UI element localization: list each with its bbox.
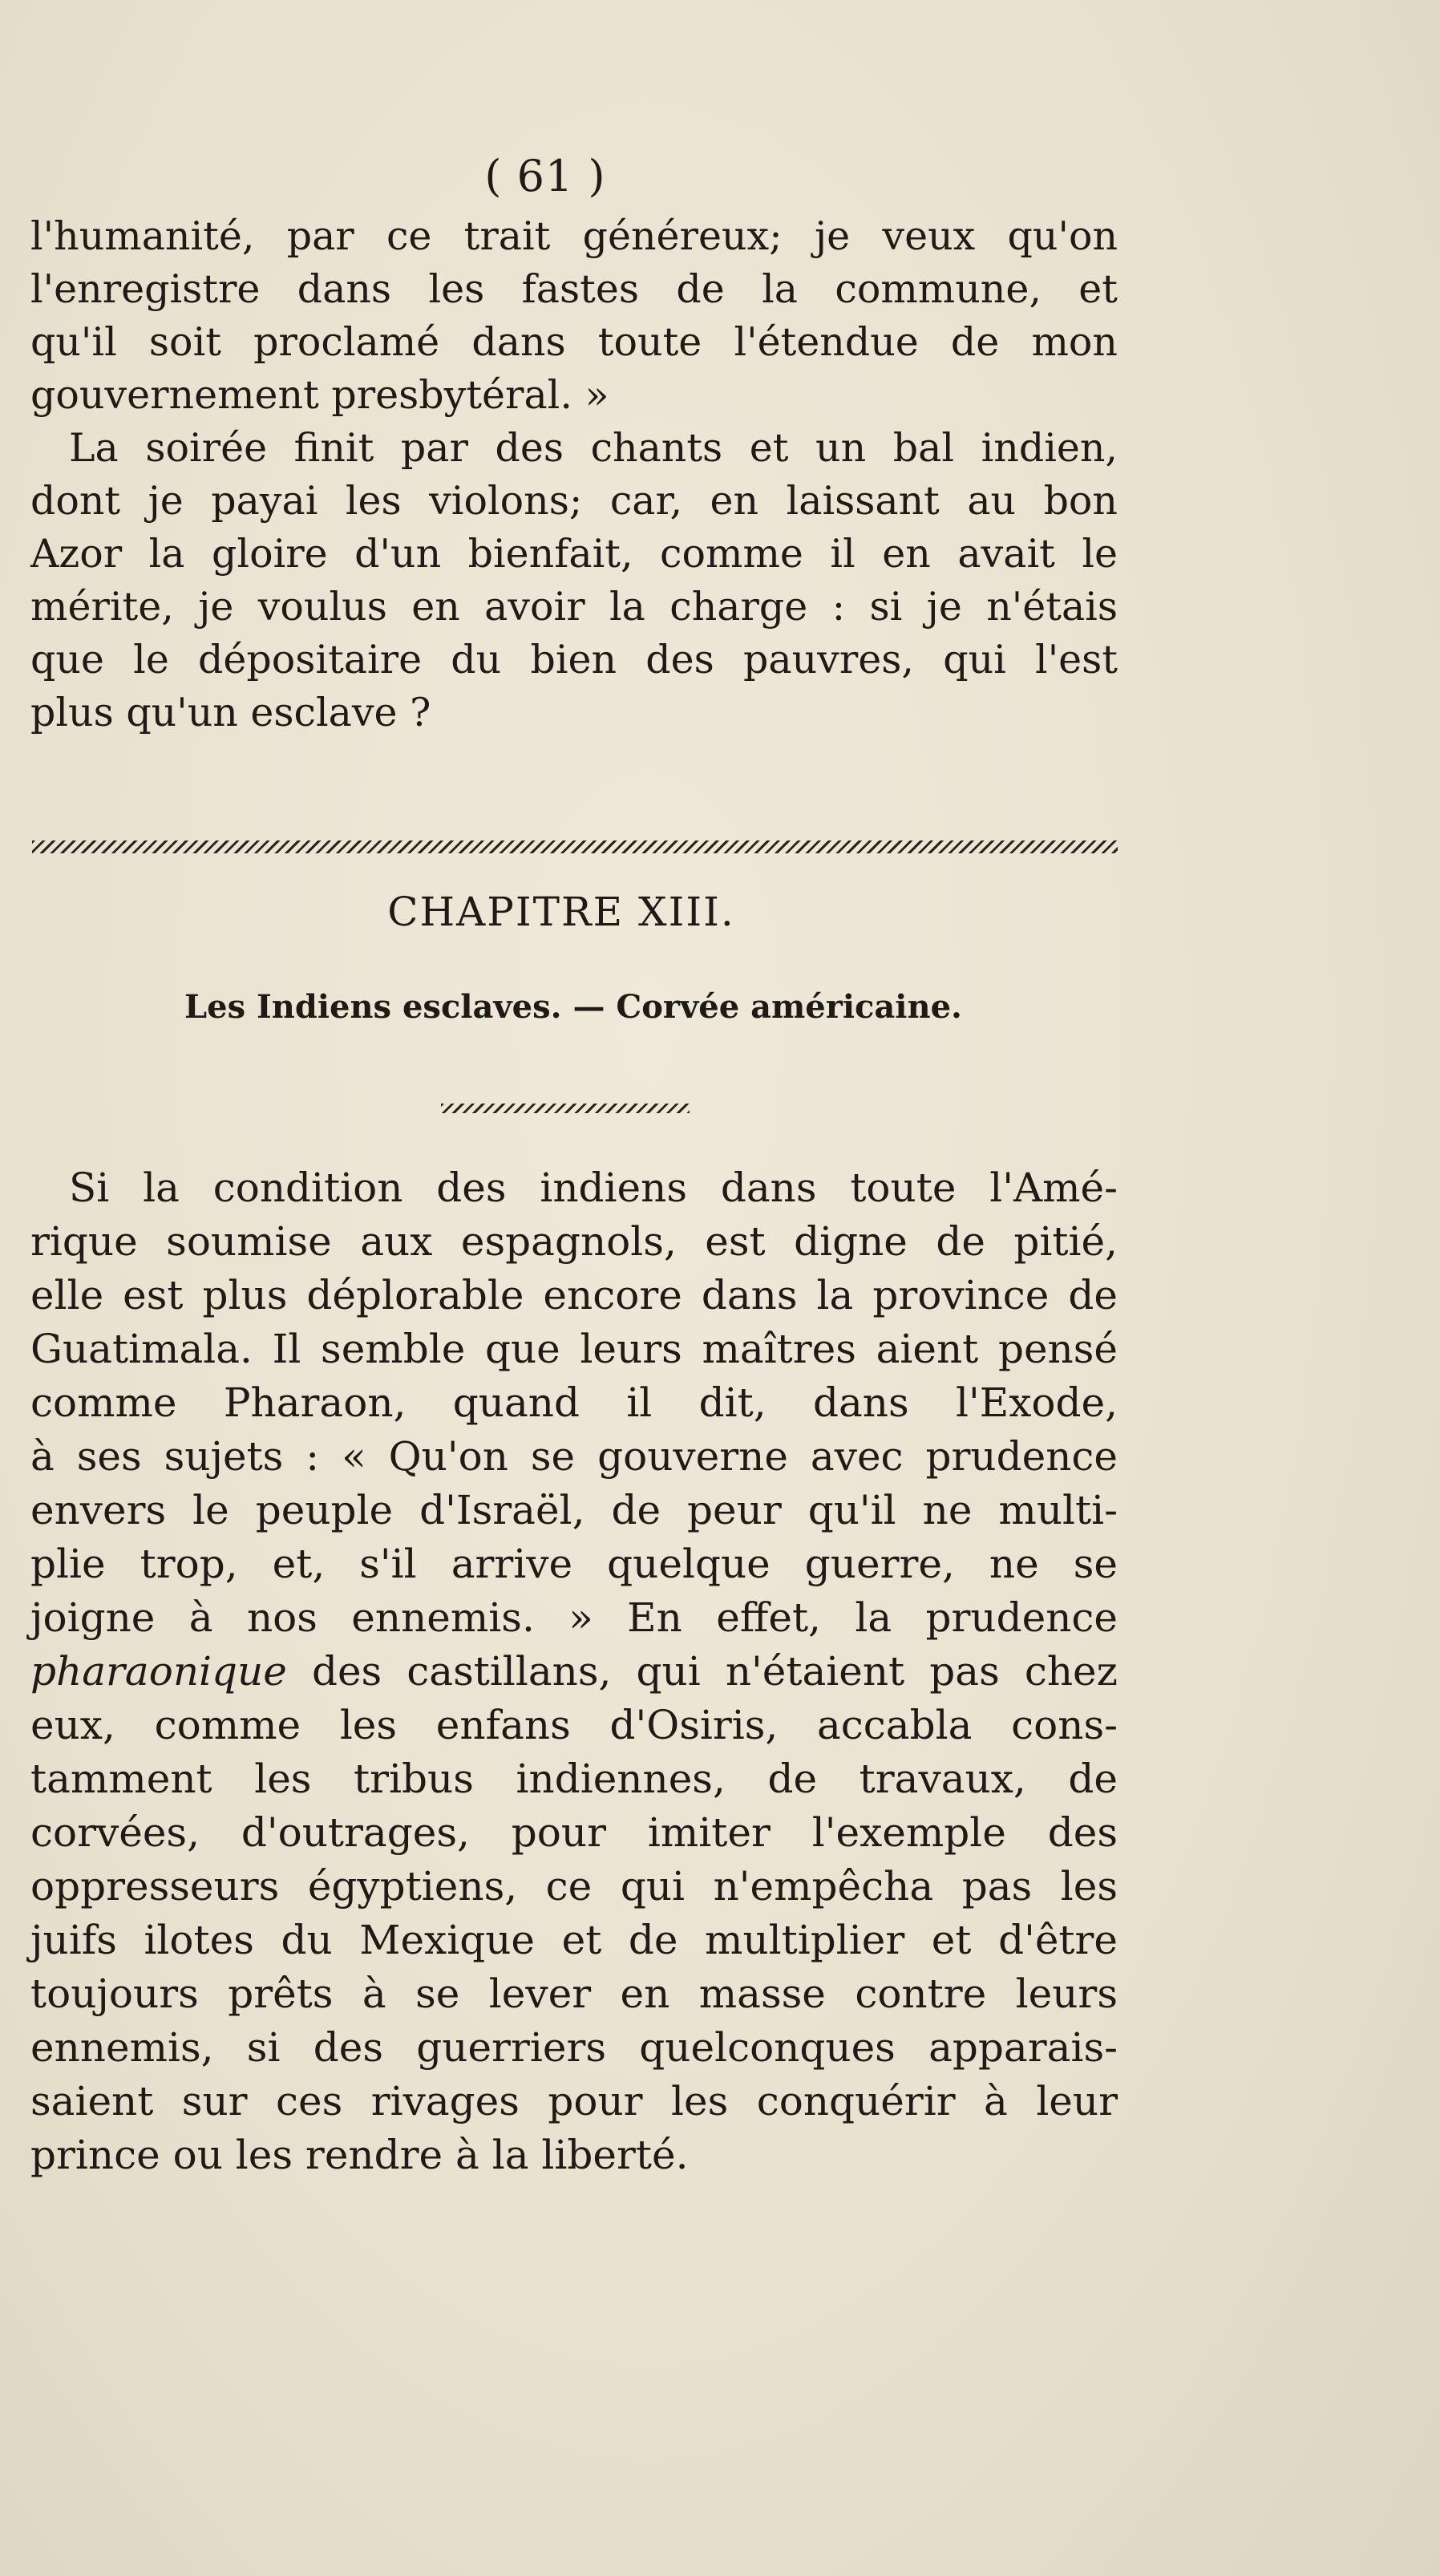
text-line: prince ou les rendre à la liberté. — [30, 2132, 689, 2178]
italic-word: pharaonique — [30, 1648, 287, 1695]
text-line: gouvernement presbytéral. » — [30, 372, 609, 418]
text-line: elle est plus déplorable encore dans la province de — [30, 1272, 1118, 1318]
text-line: comme Pharaon, quand il dit, dans l'Exode, — [30, 1379, 1118, 1426]
text-line: qu'il soit proclamé dans toute l'étendue de mon — [30, 319, 1118, 365]
text-line: tamment les tribus indiennes, de travaux, de — [30, 1756, 1118, 1802]
text-line: rique soumise aux espagnols, est digne de pitié, — [30, 1218, 1118, 1265]
text-line: La soirée finit par des chants et un bal indien, — [69, 425, 1118, 471]
top-text — [30, 210, 1118, 739]
small-divider — [441, 1104, 690, 1113]
text-line: juifs ilotes du Mexique et de multiplier et d'être — [30, 1917, 1118, 1963]
text-line: à ses sujets : « Qu'on se gouverne avec prudence — [30, 1433, 1118, 1480]
paragraph-soiree — [30, 422, 1118, 739]
text-line: que le dépositaire du bien des pauvres, qui l'est — [30, 637, 1118, 682]
page-number: ( 61 ) — [484, 151, 606, 201]
text-line: l'humanité, par ce trait généreux; je veux qu'on — [30, 213, 1118, 259]
text-line: saient sur ces rivages pour les conquérir à leur — [30, 2078, 1118, 2124]
text-line: mérite, je voulus en avoir la charge : si je n'étais — [30, 584, 1118, 630]
section-divider — [32, 840, 1118, 853]
chapter-title: CHAPITRE XIII. — [387, 889, 735, 935]
text-line: oppresseurs égyptiens, ce qui n'empêcha pas les — [30, 1863, 1118, 1910]
chapter-subtitle: Les Indiens esclaves. — Corvée américaine. — [184, 988, 962, 1026]
text-line: toujours prêts à se lever en masse contre leurs — [30, 1970, 1118, 2017]
text-line: joigne à nos ennemis. » En effet, la prudence — [30, 1594, 1118, 1641]
text-line-italic — [30, 1645, 1118, 1699]
text-line: l'enregistre dans les fastes de la commune, et — [30, 266, 1118, 312]
text-line: ennemis, si des guerriers quelconques apparais- — [30, 2024, 1118, 2071]
text-line: Azor la gloire d'un bienfait, comme il en avait le — [30, 531, 1118, 577]
text-line: Si la condition des indiens dans toute l'Amé- — [69, 1164, 1118, 1211]
text-line: envers le peuple d'Israël, de peur qu'il ne multi- — [30, 1487, 1118, 1533]
line-rest: des castillans, qui n'étaient pas chez — [286, 1648, 1118, 1695]
text-line: plus qu'un esclave ? — [30, 690, 431, 735]
text-line: plie trop, et, s'il arrive quelque guerre, ne se — [30, 1541, 1118, 1587]
text-line: eux, comme les enfans d'Osiris, accabla cons- — [30, 1702, 1118, 1748]
text-line: Guatimala. Il semble que leurs maîtres aient pensé — [30, 1326, 1118, 1372]
text-line: dont je payai les violons; car, en laissant au bon — [30, 478, 1118, 524]
paragraph-closing-quote — [30, 210, 1118, 422]
chapter-body — [30, 1161, 1118, 2182]
text-line: corvées, d'outrages, pour imiter l'exemple des — [30, 1809, 1118, 1856]
